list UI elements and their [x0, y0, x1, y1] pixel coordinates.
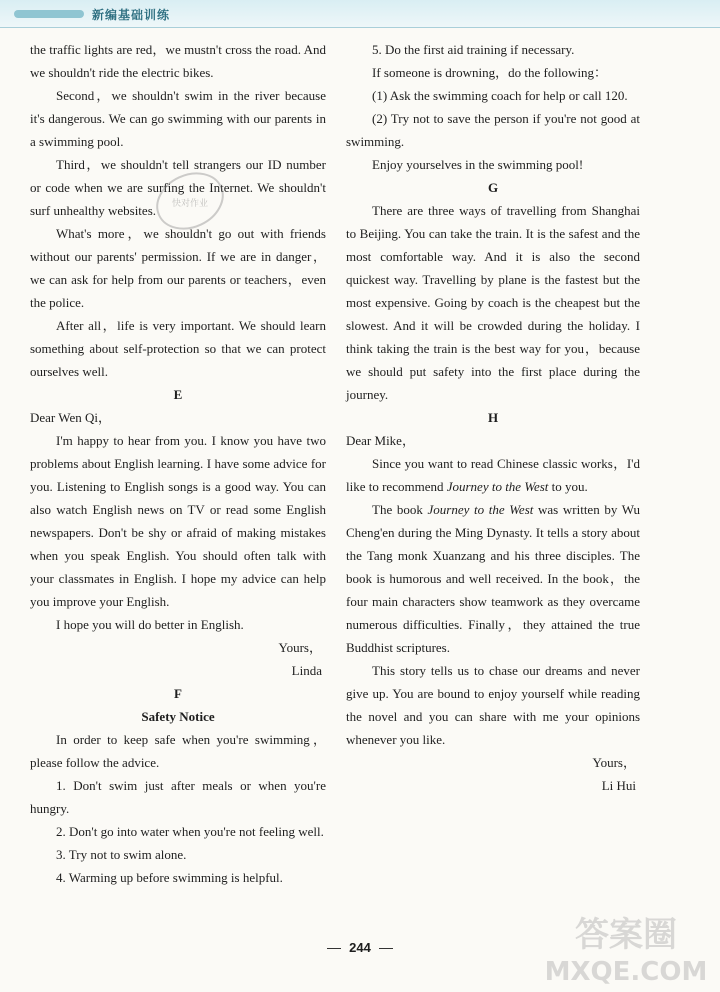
header-decoration: [14, 10, 84, 18]
letter-greeting: Dear Wen Qi，: [30, 410, 112, 425]
watermark-text-bottom: MXQE.COM: [544, 957, 708, 987]
text-run: The book: [372, 502, 428, 517]
text-run: Since you want to read Chinese classic works，I'd like to recommend: [346, 456, 640, 494]
page-number: 244: [349, 940, 371, 955]
text-run: to you.: [548, 479, 588, 494]
section-heading-e: E: [173, 387, 183, 402]
section-heading-g: G: [487, 180, 499, 195]
list-item: (1) Ask the swimming coach for help or call 120.: [372, 88, 628, 103]
paragraph: [346, 452, 640, 498]
letter-signature: Linda: [291, 663, 322, 678]
book-title: Journey to the West: [446, 479, 549, 494]
right-column: [346, 38, 640, 797]
page-header: [0, 0, 720, 28]
section-heading-f: F: [174, 686, 182, 701]
paragraph: If someone is drowning，do the following：: [372, 65, 608, 80]
paragraph: Second，we shouldn't swim in the river because it's dangerous. We can go swimming with our parents in a swimming pool.: [30, 88, 326, 149]
stamp-text: 快对作业: [171, 199, 209, 209]
letter-greeting: Dear Mike，: [346, 433, 415, 448]
footer-dash-right: [379, 948, 393, 949]
stamp-logo-icon: [150, 166, 230, 236]
paragraph: There are three ways of travelling from Shanghai to Beijing. You can take the train. It is the safest and the most comfortable way. And it is also the second quickest way. Travelling by plane is the fastest but the most expensive. Going by coach is the cheapest but the slowest. And it will be crowded during the holiday. I think taking the train is the best way for you，because we should put safety into the first place during the journey.: [346, 203, 640, 402]
letter-signature: Li Hui: [601, 778, 636, 793]
list-item: 2. Don't go into water when you're not feeling well.: [56, 824, 324, 839]
notice-title: Safety Notice: [141, 709, 215, 724]
paragraph: This story tells us to chase our dreams and never give up. You are bound to enjoy yourself while reading the novel and you can share with me your opinions whenever you like.: [346, 663, 640, 747]
watermark-logo-icon: [538, 908, 714, 988]
footer-dash-left: [327, 948, 341, 949]
watermark-text-top: 答案圈: [575, 915, 677, 955]
paragraph: Enjoy yourselves in the swimming pool!: [372, 157, 584, 172]
list-item: (2) Try not to save the person if you're not good at swimming.: [346, 111, 640, 149]
series-title: 新编基础训练: [92, 8, 171, 22]
paragraph: Third，we shouldn't tell strangers our ID number or code when we are surfing the Internet. We shouldn't surf unhealthy websites.: [30, 157, 326, 218]
list-item: 3. Try not to swim alone.: [56, 847, 187, 862]
letter-closing: Yours，: [278, 640, 322, 655]
letter-closing: Yours，: [592, 755, 636, 770]
book-title: Journey to the West: [427, 502, 534, 517]
list-item: 1. Don't swim just after meals or when you're hungry.: [30, 778, 326, 816]
paragraph: What's more，we shouldn't go out with friends without our parents' permission. If we are in danger，we can ask for help from our parents or teachers，even the police.: [30, 226, 326, 310]
list-item: 4. Warming up before swimming is helpful.: [56, 870, 283, 885]
paragraph: In order to keep safe when you're swimming，please follow the advice.: [30, 732, 326, 770]
paragraph: I'm happy to hear from you. I know you have two problems about English learning. I have some advice for you. Listening to English songs is a good way. You can also watch English news on TV or read some English newspapers. Don't be shy or afraid of making mistakes when you speak English. You should often talk with your classmates in English. I hope my advice can help you improve your English.: [30, 433, 326, 609]
paragraph: the traffic lights are red，we mustn't cross the road. And we shouldn't ride the electric bikes.: [30, 42, 326, 80]
paragraph: [346, 498, 640, 659]
paragraph: I hope you will do better in English.: [56, 617, 244, 632]
paragraph: After all，life is very important. We should learn something about self-protection so that we can protect ourselves well.: [30, 318, 326, 379]
section-heading-h: H: [487, 410, 499, 425]
text-run: was written by Wu Cheng'en during the Ming Dynasty. It tells a story about the Tang monk Xuanzang and his three disciples. The book is humorous and well received. In the book，the four main characters show teamwork as they overcame numerous difficulties. Finally，they attained the true Buddhist scriptures.: [346, 502, 640, 655]
list-item: 5. Do the first aid training if necessary.: [372, 42, 575, 57]
